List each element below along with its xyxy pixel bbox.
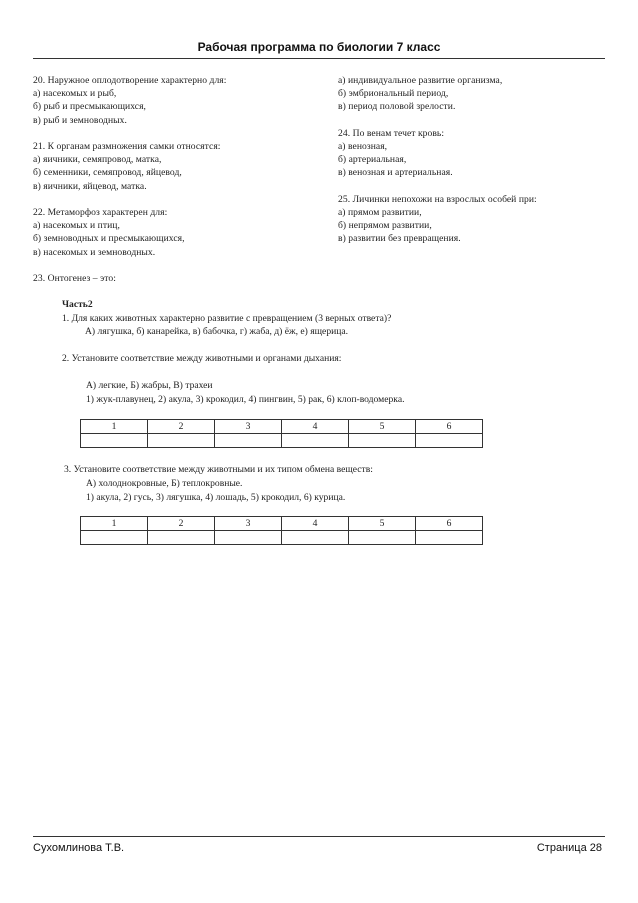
- option: в) период половой зрелости.: [338, 101, 456, 113]
- animals-list: 1) жук-плавунец, 2) акула, 3) крокодил, 4) пингвин, 5) рак, 6) клоп-водомерка.: [86, 394, 405, 405]
- question-21: [33, 140, 323, 193]
- table-row: [81, 517, 483, 531]
- table-row: [81, 420, 483, 434]
- answer-cell[interactable]: [282, 434, 349, 448]
- part2-question-1-options: А) лягушка, б) канарейка, в) бабочка, г) жаба, д) ёж, е) ящерица.: [85, 326, 349, 337]
- option: а) яичники, семяпровод, матка,: [33, 154, 162, 166]
- answer-cell[interactable]: [81, 434, 148, 448]
- right-column: [338, 74, 608, 259]
- part2-question-2: 2. Установите соответствие между животными и органами дыхания:: [62, 353, 342, 364]
- footer-author: Сухомлинова Т.В.: [33, 842, 125, 854]
- option: б) рыб и пресмыкающихся,: [33, 101, 146, 113]
- table-header-cell: 5: [349, 420, 416, 434]
- question-25: [338, 193, 608, 246]
- option: а) прямом развитии,: [338, 207, 422, 218]
- table-header-cell: 6: [416, 517, 483, 531]
- table-header-cell: 5: [349, 517, 416, 531]
- table-header-cell: 2: [148, 517, 215, 531]
- breathing-organs-list: А) легкие, Б) жабры, В) трахеи: [86, 380, 213, 391]
- question-20: [33, 74, 323, 127]
- table-header-cell: 4: [282, 420, 349, 434]
- answer-cell[interactable]: [148, 434, 215, 448]
- part2-question-1: 1. Для каких животных характерно развитие с превращением (3 верных ответа)?: [62, 312, 392, 324]
- table-header-cell: 1: [81, 420, 148, 434]
- option: в) рыб и земноводных.: [33, 114, 127, 126]
- answer-table-q3: [80, 516, 483, 545]
- question-22: [33, 206, 323, 259]
- table-header-cell: 4: [282, 517, 349, 531]
- option: б) непрямом развитии,: [338, 220, 432, 232]
- question-text: 22. Метаморфоз характерен для:: [33, 207, 168, 218]
- table-header-cell: 3: [215, 420, 282, 434]
- question-23: [33, 272, 323, 285]
- part2-question-2-lists: [86, 379, 404, 407]
- page-header-title: Рабочая программа по биологии 7 класс: [197, 40, 441, 54]
- option: а) насекомых и птиц,: [33, 220, 120, 232]
- metabolism-types-list: А) холоднокровные, Б) теплокровные.: [86, 478, 243, 489]
- question-text: 23. Онтогенез – это:: [33, 273, 116, 284]
- option: а) индивидуальное развитие организма,: [338, 75, 503, 86]
- question-text: 24. По венам течет кровь:: [338, 127, 445, 139]
- answer-cell[interactable]: [148, 531, 215, 545]
- question-text: 21. К органам размножения самки относятся:: [33, 141, 221, 152]
- answer-cell[interactable]: [215, 531, 282, 545]
- option: б) семенники, семяпровод, яйцевод,: [33, 167, 182, 179]
- option: б) эмбриональный период,: [338, 88, 449, 100]
- answer-cell[interactable]: [416, 434, 483, 448]
- question-24: [338, 127, 608, 180]
- option: в) развитии без превращения.: [338, 233, 461, 245]
- table-header-cell: 6: [416, 420, 483, 434]
- table-header-cell: 3: [215, 517, 282, 531]
- option: б) артериальная,: [338, 154, 407, 166]
- left-column: [33, 74, 323, 298]
- question-text: 20. Наружное оплодотворение характерно для:: [33, 75, 227, 86]
- part2-title: Часть2: [62, 299, 93, 310]
- option: а) венозная,: [338, 141, 388, 152]
- answer-cell[interactable]: [81, 531, 148, 545]
- option: б) земноводных и пресмыкающихся,: [33, 233, 185, 245]
- answer-cell[interactable]: [349, 531, 416, 545]
- question-text: 25. Личинки непохожи на взрослых особей при:: [338, 193, 537, 205]
- option: в) венозная и артериальная.: [338, 167, 453, 179]
- option: а) насекомых и рыб,: [33, 88, 117, 100]
- table-row: [81, 434, 483, 448]
- question-23-options: [338, 74, 608, 114]
- header-rule: [33, 58, 605, 59]
- answer-cell[interactable]: [282, 531, 349, 545]
- table-row: [81, 531, 483, 545]
- part2-question-3-lists: [86, 477, 345, 505]
- footer-rule: [33, 836, 605, 837]
- answer-table-q2: [80, 419, 483, 448]
- option: в) яичники, яйцевод, матка.: [33, 180, 147, 192]
- part2-section: [62, 298, 582, 339]
- part2-question-3-block: [64, 463, 373, 477]
- option: в) насекомых и земноводных.: [33, 246, 156, 258]
- part2-question-2-block: [62, 352, 341, 366]
- answer-cell[interactable]: [215, 434, 282, 448]
- answer-cell[interactable]: [416, 531, 483, 545]
- table-header-cell: 2: [148, 420, 215, 434]
- footer-page-number: Страница 28: [536, 842, 602, 854]
- animals-list: 1) акула, 2) гусь, 3) лягушка, 4) лошадь, 5) крокодил, 6) курица.: [86, 492, 346, 503]
- part2-question-3: 3. Установите соответствие между животными и их типом обмена веществ:: [64, 464, 373, 475]
- answer-cell[interactable]: [349, 434, 416, 448]
- table-header-cell: 1: [81, 517, 148, 531]
